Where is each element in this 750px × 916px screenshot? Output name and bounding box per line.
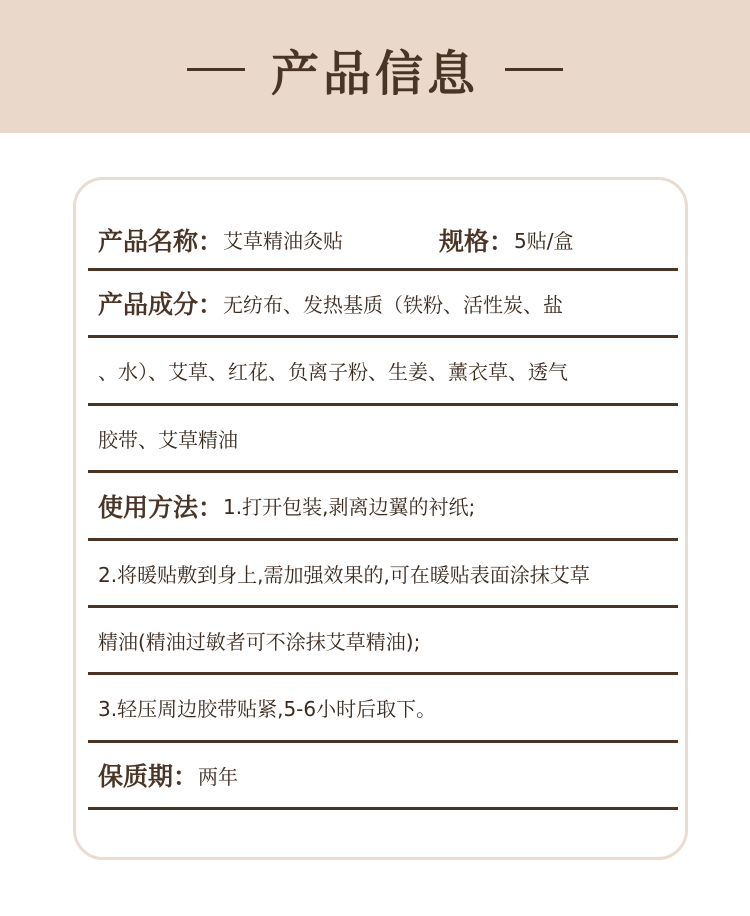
product-info-card: [73, 177, 688, 860]
ingredients-line-3: 胶带、艾草精油: [98, 427, 238, 452]
usage-line-4: 3.轻压周边胶带贴紧,5-6小时后取下。: [98, 697, 437, 721]
usage-row-1: [88, 473, 678, 541]
ingredients-row-1: [88, 271, 678, 338]
usage-row-2: [88, 541, 678, 608]
product-name-value: 艾草精油灸贴: [223, 229, 344, 253]
shelf-life-label: 保质期：: [98, 762, 199, 791]
ingredients-line-2: 、水）、艾草、红花、负离子粉、生姜、薰衣草、透气: [98, 360, 568, 384]
usage-line-1: 1.打开包装,剥离边翼的衬纸;: [223, 495, 476, 519]
ingredients-row-2: [88, 338, 678, 406]
usage-line-3: 精油(精油过敏者可不涂抹艾草精油);: [98, 629, 421, 654]
spec-label: 规格：: [439, 226, 515, 256]
usage-row-3: [88, 608, 678, 675]
shelf-life-value: 两年: [198, 764, 239, 789]
usage-line-2: 2.将暖贴敷到身上,需加强效果的,可在暖贴表面涂抹艾草: [98, 562, 590, 587]
usage-label: 使用方法：: [98, 492, 224, 522]
ingredients-label: 产品成分：: [98, 290, 224, 319]
left-title-dash: [187, 68, 245, 71]
ingredients-line-1: 无纺布、发热基质（铁粉、活性炭、盐: [223, 292, 564, 317]
header-banner: [0, 6, 750, 133]
page-title: 产品信息: [270, 46, 479, 102]
name-spec-row: [88, 211, 678, 271]
right-title-dash: [505, 68, 563, 71]
product-name-label: 产品名称：: [98, 226, 224, 256]
spec-value: 5贴/盒: [514, 229, 574, 253]
ingredients-row-3: [88, 406, 678, 473]
usage-row-4: [88, 675, 678, 743]
shelf-life-row: [88, 743, 678, 810]
